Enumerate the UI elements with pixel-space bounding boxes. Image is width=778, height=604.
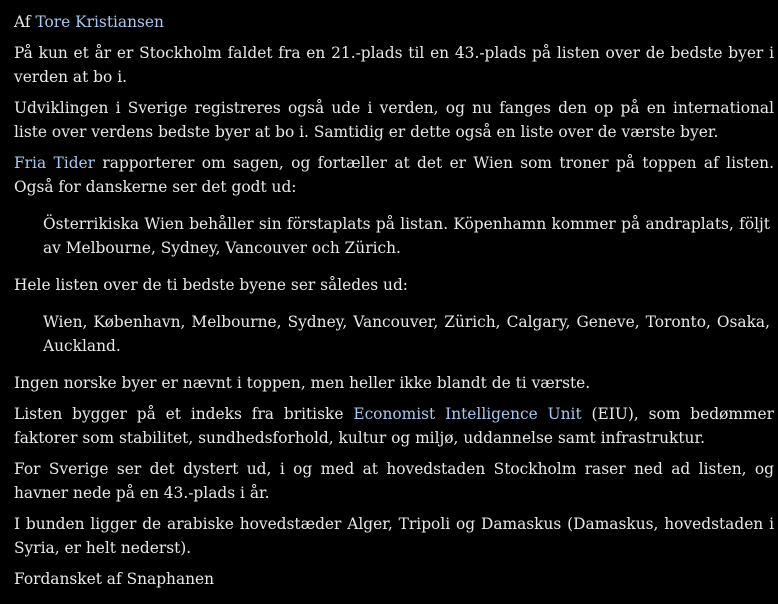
paragraph-source xyxy=(14,151,774,199)
paragraph-norway: Ingen norske byer er nævnt i toppen, men heller ikke blandt de ti værste. xyxy=(14,374,591,392)
paragraph-sweden: For Sverige ser det dystert ud, i og med at hovedstaden Stockholm raser ned ad listen, og havner nede på en 43.-plads i år. xyxy=(14,460,774,502)
quote-city-list-text: Wien, København, Melbourne, Sydney, Vancouver, Zürich, Calgary, Geneve, Toronto, Osaka, Auckland. xyxy=(43,313,770,355)
fria-tider-link[interactable]: Fria Tider xyxy=(14,154,96,172)
paragraph-eiu xyxy=(14,402,774,450)
paragraph-eiu-before: Listen bygger på et indeks fra britiske xyxy=(14,405,354,423)
author-link[interactable]: Tore Kristiansen xyxy=(35,13,164,31)
paragraph-intro: På kun et år er Stockholm faldet fra en 21.-plads til en 43.-plads på listen over de bedste byer i verden at bo i. xyxy=(14,44,774,86)
paragraph-source-text: rapporterer om sagen, og fortæller at det er Wien som troner på toppen af listen. Også for danskerne ser det godt ud: xyxy=(14,154,774,196)
article-body xyxy=(14,10,774,598)
byline xyxy=(14,10,774,34)
quote-ranking-text: Österrikiska Wien behåller sin förstaplats på listan. Köpenhamn kommer på andraplats, följt av Melbourne, Sydney, Vancouver och Zürich. xyxy=(43,215,770,257)
paragraph-eiu-after: (EIU), som bedømmer faktorer som stabilitet, sundhedsforhold, kultur og miljø, uddannelse samt infrastruktur. xyxy=(14,405,774,447)
quote-city-list xyxy=(43,310,770,358)
paragraph-development: Udviklingen i Sverige registreres også ude i verden, og nu fanges den op på en international liste over verdens bedste byer at bo i. Samtidig er dette også en liste over de værste byer. xyxy=(14,99,774,141)
paragraph-credit: Fordansket af Snaphanen xyxy=(14,570,215,588)
paragraph-bottom: I bunden ligger de arabiske hovedstæder Alger, Tripoli og Damaskus (Damaskus, hovedstaden i Syria, er helt nederst). xyxy=(14,515,774,557)
paragraph-list-intro: Hele listen over de ti bedste byene ser således ud: xyxy=(14,276,408,294)
byline-prefix: Af xyxy=(14,13,31,31)
eiu-link[interactable]: Economist Intelligence Unit xyxy=(353,405,582,423)
quote-ranking xyxy=(43,212,770,260)
